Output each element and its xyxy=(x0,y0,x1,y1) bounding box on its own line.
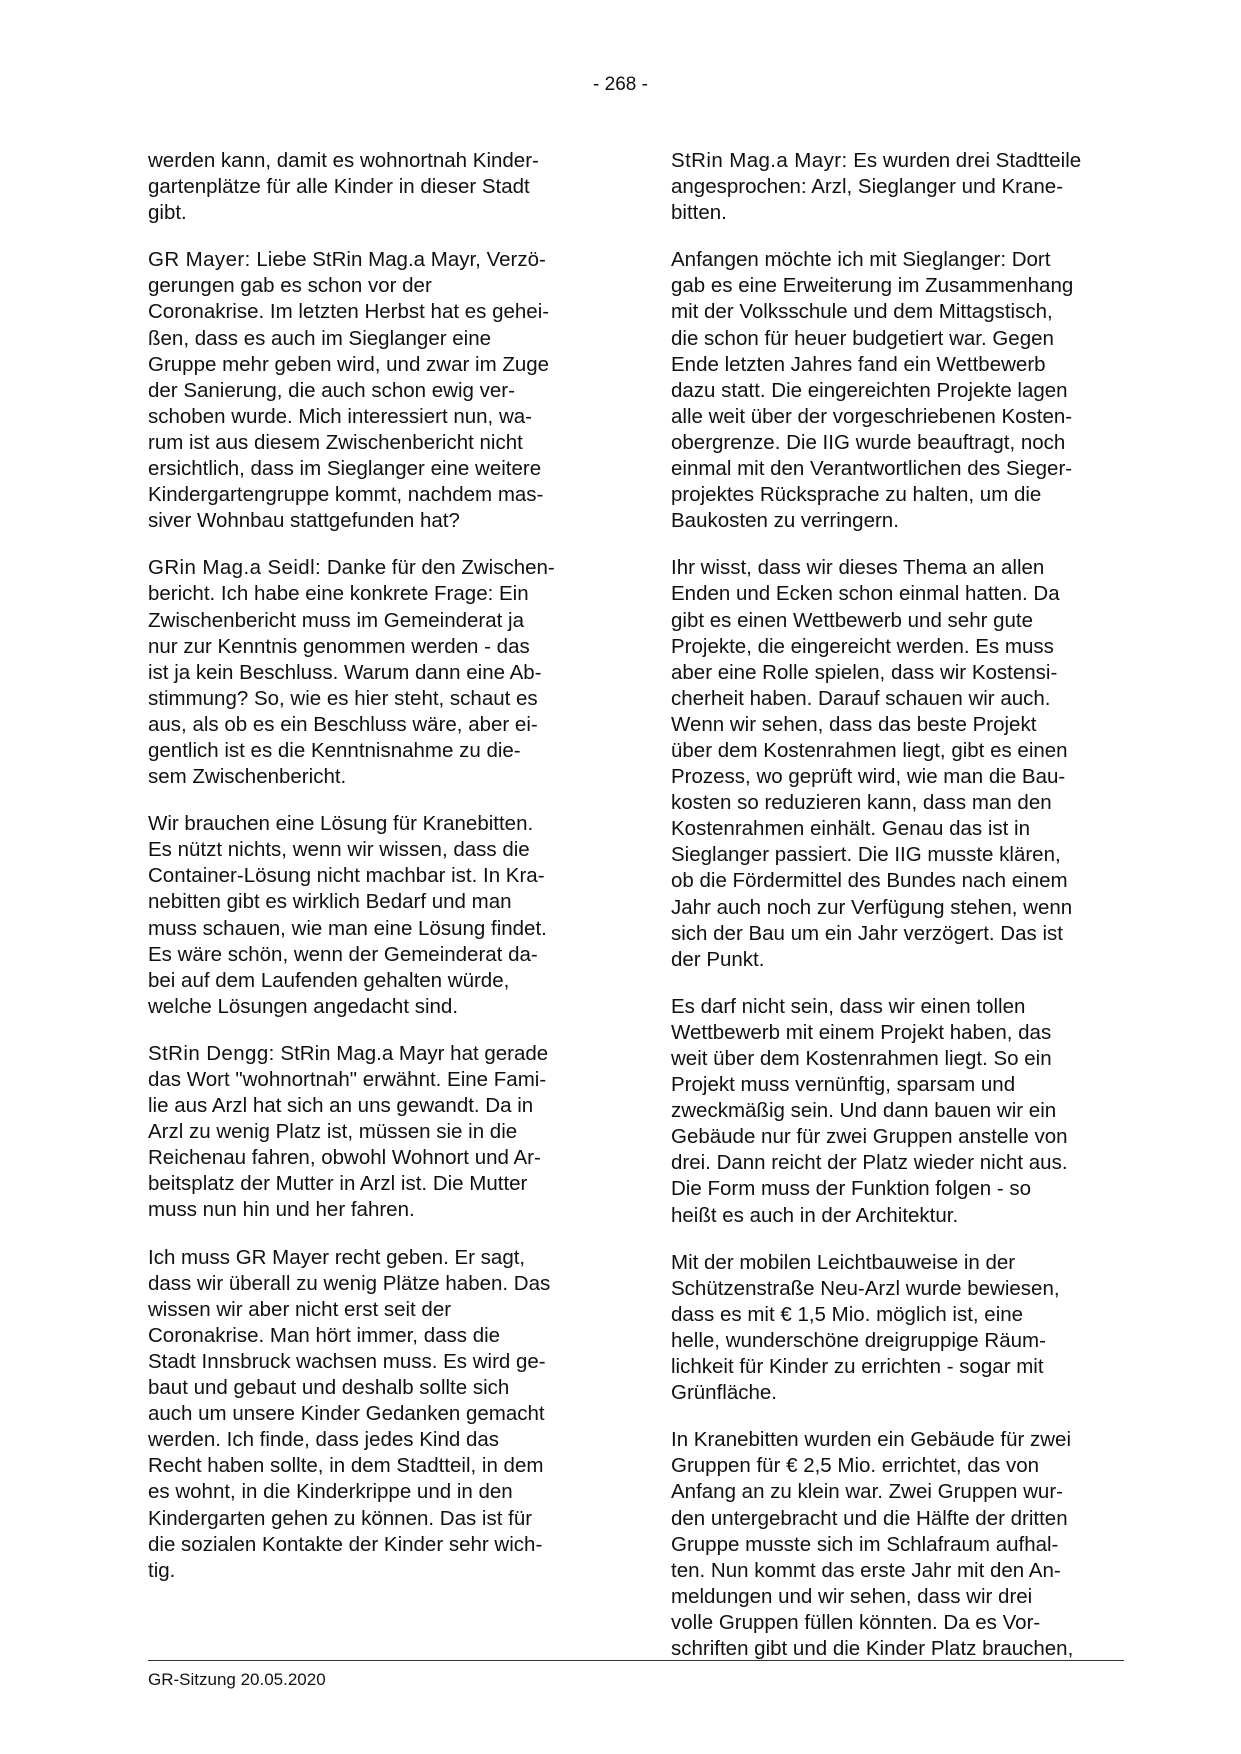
paragraph xyxy=(148,148,600,226)
page-number: - 268 - xyxy=(593,74,648,95)
paragraph-text: In Kranebitten wurden ein Gebäude für zwei Gruppen für € 2,5 Mio. errichtet, das von Anfang an zu klein war. Zwei Gruppen wur- den untergebracht und die Hälfte der dritten Gruppe musste sich im Schlafraum aufhal- ten. Nun kommt das erste Jahr mit den An- meldungen und wir sehen, dass wir drei volle Gruppen füllen könnten. Da es Vor- schriften gibt und die Kinder Platz brauchen, xyxy=(671,1428,1074,1660)
paragraph xyxy=(671,148,1123,226)
right-column xyxy=(671,148,1123,1683)
paragraph-text: Ihr wisst, dass wir dieses Thema an allen Enden und Ecken schon einmal hatten. Da gibt es einen Wettbewerb und sehr gute Projekte, die eingereicht werden. Es muss aber eine Rolle spielen, dass wir Kostensi- cherheit haben. Darauf schauen wir auch. Wenn wir sehen, dass das beste Projekt über dem Kostenrahmen liegt, gibt es einen Prozess, wo geprüft wird, wie man die Bau- kosten so reduzieren kann, dass man den Kostenrahmen einhält. Genau das ist in Sieglanger passiert. Die IIG musste klären, ob die Fördermittel des Bundes nach einem Jahr auch noch zur Verfügung stehen, wenn sich der Bau um ein Jahr verzögert. Das ist der Punkt. xyxy=(671,556,1073,971)
paragraph xyxy=(671,555,1123,973)
paragraph xyxy=(671,994,1123,1229)
paragraph-text: Es darf nicht sein, dass wir einen tollen Wettbewerb mit einem Projekt haben, das weit über dem Kostenrahmen liegt. So ein Projekt muss vernünftig, sparsam und zweckmäßig sein. Und dann bauen wir ein Gebäude nur für zwei Gruppen anstelle von drei. Dann reicht der Platz wieder nicht aus. Die Form muss der Funktion folgen - so heißt es auch in der Architektur. xyxy=(671,994,1068,1227)
paragraph-text: Anfangen möchte ich mit Sieglanger: Dort gab es eine Erweiterung im Zusammenhang mit der Volksschule und dem Mittagstisch, die schon für heuer budgetiert war. Gegen Ende letzten Jahres fand ein Wettbewerb dazu statt. Die eingereichten Projekte lagen alle weit über der vorgeschriebenen Kosten- obergrenze. Die IIG wurde beauftragt, noch einmal mit den Verantwortlichen des Sieger- projektes Rücksprache zu halten, um die Baukosten zu verringern. xyxy=(671,248,1074,533)
speaker-label: GRin Mag.a Seidl: xyxy=(148,556,322,580)
paragraph-text: Danke für den Zwischen- bericht. Ich habe eine konkrete Frage: Ein Zwischenbericht muss im Gemeinderat ja nur zur Kenntnis genommen werden - das ist ja kein Beschluss. Warum dann eine Ab- stimmung? So, wie es hier steht, schaut es aus, als ob es ein Beschluss wäre, aber ei- gentlich ist es die Kenntnisnahme zu die- sem Zwischenbericht. xyxy=(148,556,555,789)
paragraph-text: StRin Mag.a Mayr hat gerade das Wort "wohnortnah" erwähnt. Eine Fami- lie aus Arzl hat sich an uns gewandt. Da in Arzl zu wenig Platz ist, müssen sie in die Reichenau fahren, obwohl Wohnort und Ar- beitsplatz der Mutter in Arzl ist. Die Mutter muss nun hin und her fahren. xyxy=(148,1041,549,1222)
footer-divider xyxy=(148,1660,1124,1661)
paragraph xyxy=(148,1245,600,1584)
paragraph xyxy=(148,811,600,1020)
left-column xyxy=(148,148,600,1605)
paragraph-text: Wir brauchen eine Lösung für Kranebitten. Es nützt nichts, wenn wir wissen, dass die Container-Lösung nicht machbar ist. In Kra- nebitten gibt es wirklich Bedarf und man muss schauen, wie man eine Lösung findet. Es wäre schön, wenn der Gemeinderat da- bei auf dem Laufenden gehalten würde, welche Lösungen angedacht sind. xyxy=(148,812,547,1018)
paragraph xyxy=(671,247,1123,534)
speaker-label: StRin Mag.a Mayr: xyxy=(671,149,848,172)
footer-session-date: GR-Sitzung 20.05.2020 xyxy=(148,1670,326,1689)
paragraph-text: Liebe StRin Mag.a Mayr, Verzö- gerungen gab es schon vor der Coronakrise. Im letzten Herbst hat es gehei- ßen, dass es auch im Sieglanger eine Gruppe mehr geben wird, und zwar im Zuge der Sanierung, die auch schon ewig ver- schoben wurde. Mich interessiert nun, wa- rum ist aus diesem Zwischenbericht nicht ersichtlich, dass im Sieglanger eine weitere Kindergartengruppe kommt, nachdem mas- siver Wohnbau stattgefunden hat? xyxy=(148,248,550,533)
paragraph xyxy=(671,1427,1123,1662)
paragraph xyxy=(148,1041,600,1224)
paragraph-text: Es wurden drei Stadtteile angesprochen: Arzl, Sieglanger und Krane- bitten. xyxy=(671,149,1082,225)
paragraph xyxy=(148,555,600,790)
paragraph xyxy=(671,1250,1123,1407)
paragraph-text: Ich muss GR Mayer recht geben. Er sagt, dass wir überall zu wenig Plätze haben. Das wissen wir aber nicht erst seit der Coronakrise. Man hört immer, dass die Stadt Innsbruck wachsen muss. Es wird ge- baut und gebaut und deshalb sollte sich auch um unsere Kinder Gedanken gemacht werden. Ich finde, dass jedes Kind das Recht haben sollte, in dem Stadtteil, in dem es wohnt, in die Kinderkrippe und in den Kindergarten gehen zu können. Das ist für die sozialen Kontakte der Kinder sehr wich- tig. xyxy=(148,1245,551,1582)
paragraph-text: werden kann, damit es wohnortnah Kinder- gartenplätze für alle Kinder in dieser Stadt gibt. xyxy=(148,149,539,225)
speaker-label: GR Mayer: xyxy=(148,248,251,272)
paragraph xyxy=(148,247,600,534)
paragraph-text: Mit der mobilen Leichtbauweise in der Schützenstraße Neu-Arzl wurde bewiesen, dass es mit € 1,5 Mio. möglich ist, eine helle, wunderschöne dreigruppige Räum- lichkeit für Kinder zu errichten - sogar mit Grünfläche. xyxy=(671,1250,1060,1405)
speaker-label: StRin Dengg: xyxy=(148,1041,275,1065)
